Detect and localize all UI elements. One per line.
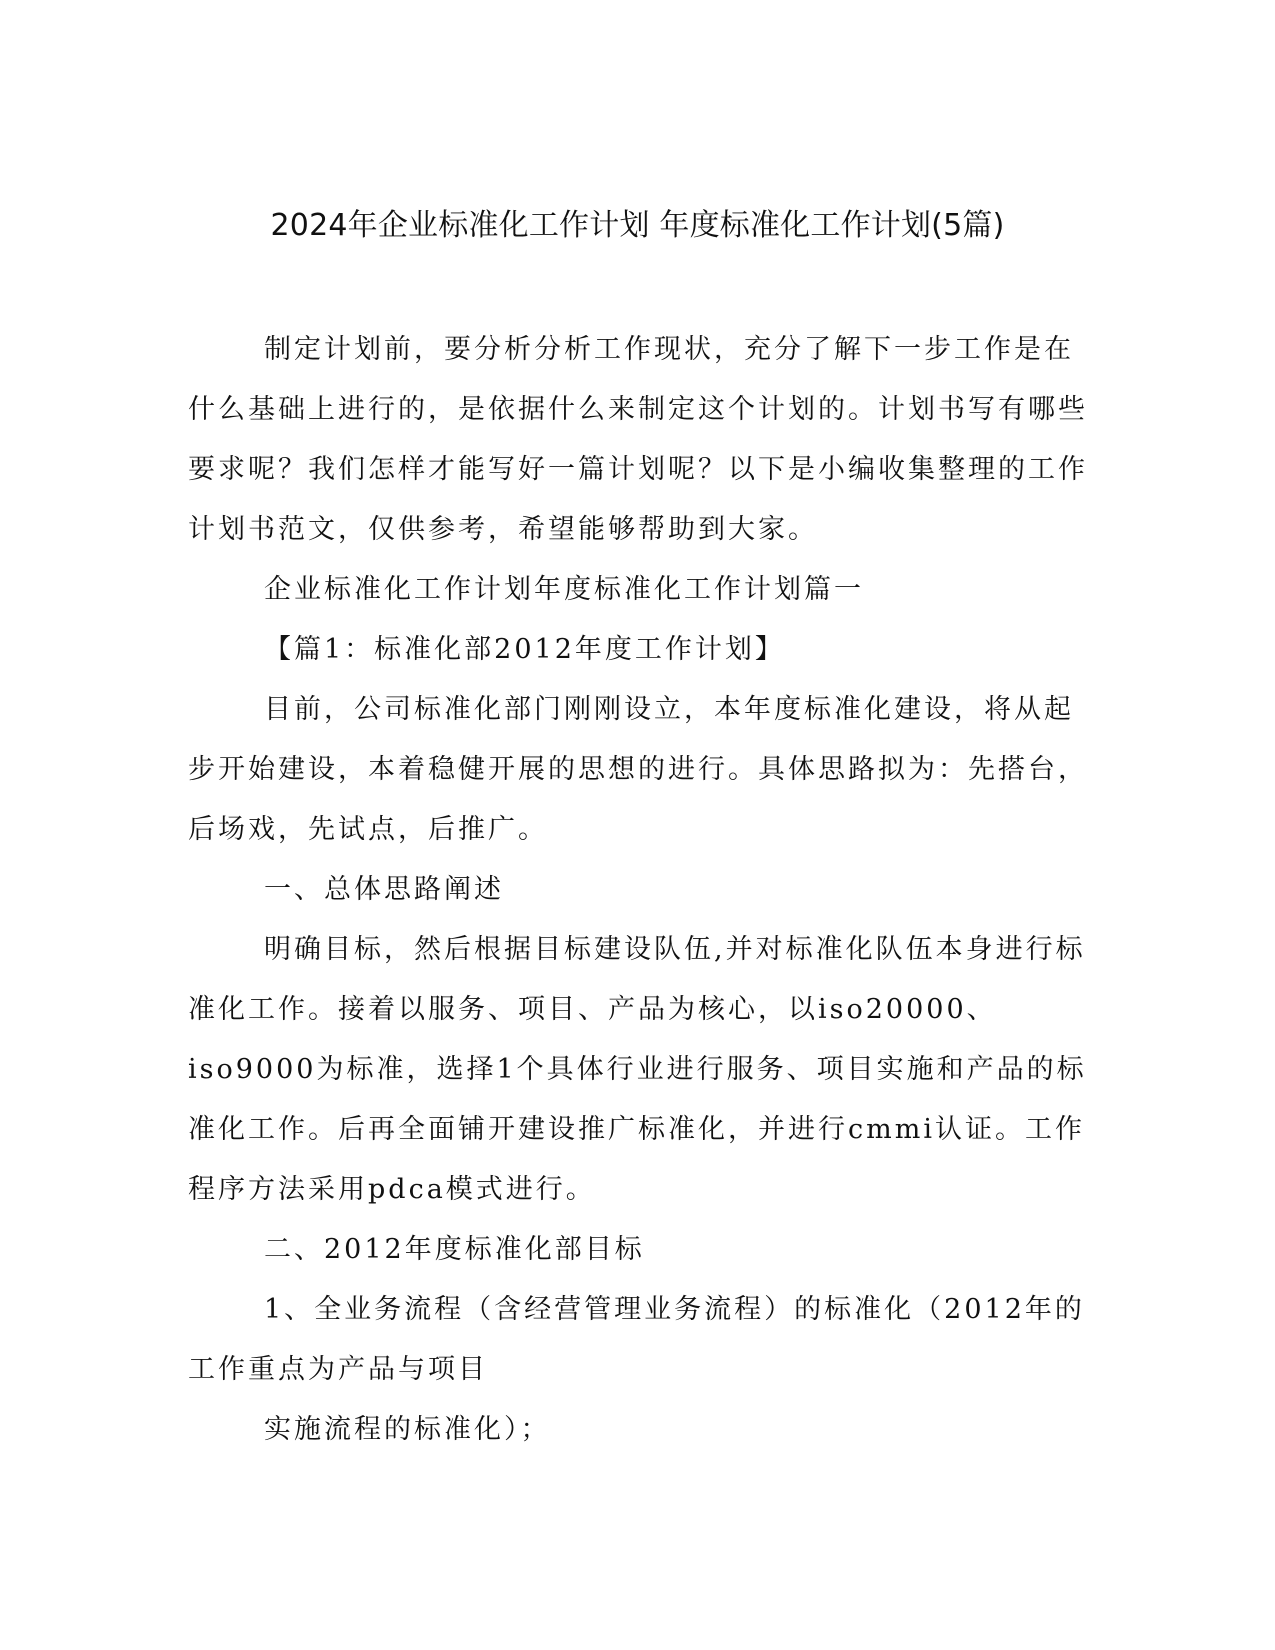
intro-paragraph: 制定计划前，要分析分析工作现状，充分了解下一步工作是在什么基础上进行的，是依据什么来制定这个计划的。计划书写有哪些要求呢？我们怎样才能写好一篇计划呢？以下是小编收集整理的工作计划书范文，仅供参考，希望能够帮助到大家。	[188, 334, 1088, 545]
subheading: 一、总体思路阐述	[264, 874, 504, 905]
section-heading: 企业标准化工作计划年度标准化工作计划篇一	[264, 574, 864, 605]
list-item-continuation: 实施流程的标准化）；	[264, 1414, 551, 1445]
article-heading: 【篇1：标准化部2012年度工作计划】	[264, 634, 785, 665]
subheading: 二、2012年度标准化部目标	[264, 1234, 645, 1265]
list-item: 1、全业务流程（含经营管理业务流程）的标准化（2012年的工作重点为产品与项目	[188, 1294, 1085, 1385]
body-paragraph: 目前，公司标准化部门刚刚设立，本年度标准化建设，将从起步开始建设，本着稳健开展的思想的进行。具体思路拟为：先搭台，后场戏，先试点，后推广。	[188, 694, 1088, 845]
document-title: 2024年企业标准化工作计划 年度标准化工作计划(5篇)	[270, 208, 1005, 243]
body-paragraph: 明确目标，然后根据目标建设队伍,并对标准化队伍本身进行标准化工作。接着以服务、项目、产品为核心，以iso20000、iso9000为标准，选择1个具体行业进行服务、项目实施和产品的标准化工作。后再全面铺开建设推广标准化，并进行cmmi认证。工作程序方法采用pdca模式进行。	[188, 934, 1087, 1205]
document-body	[188, 320, 1088, 1460]
